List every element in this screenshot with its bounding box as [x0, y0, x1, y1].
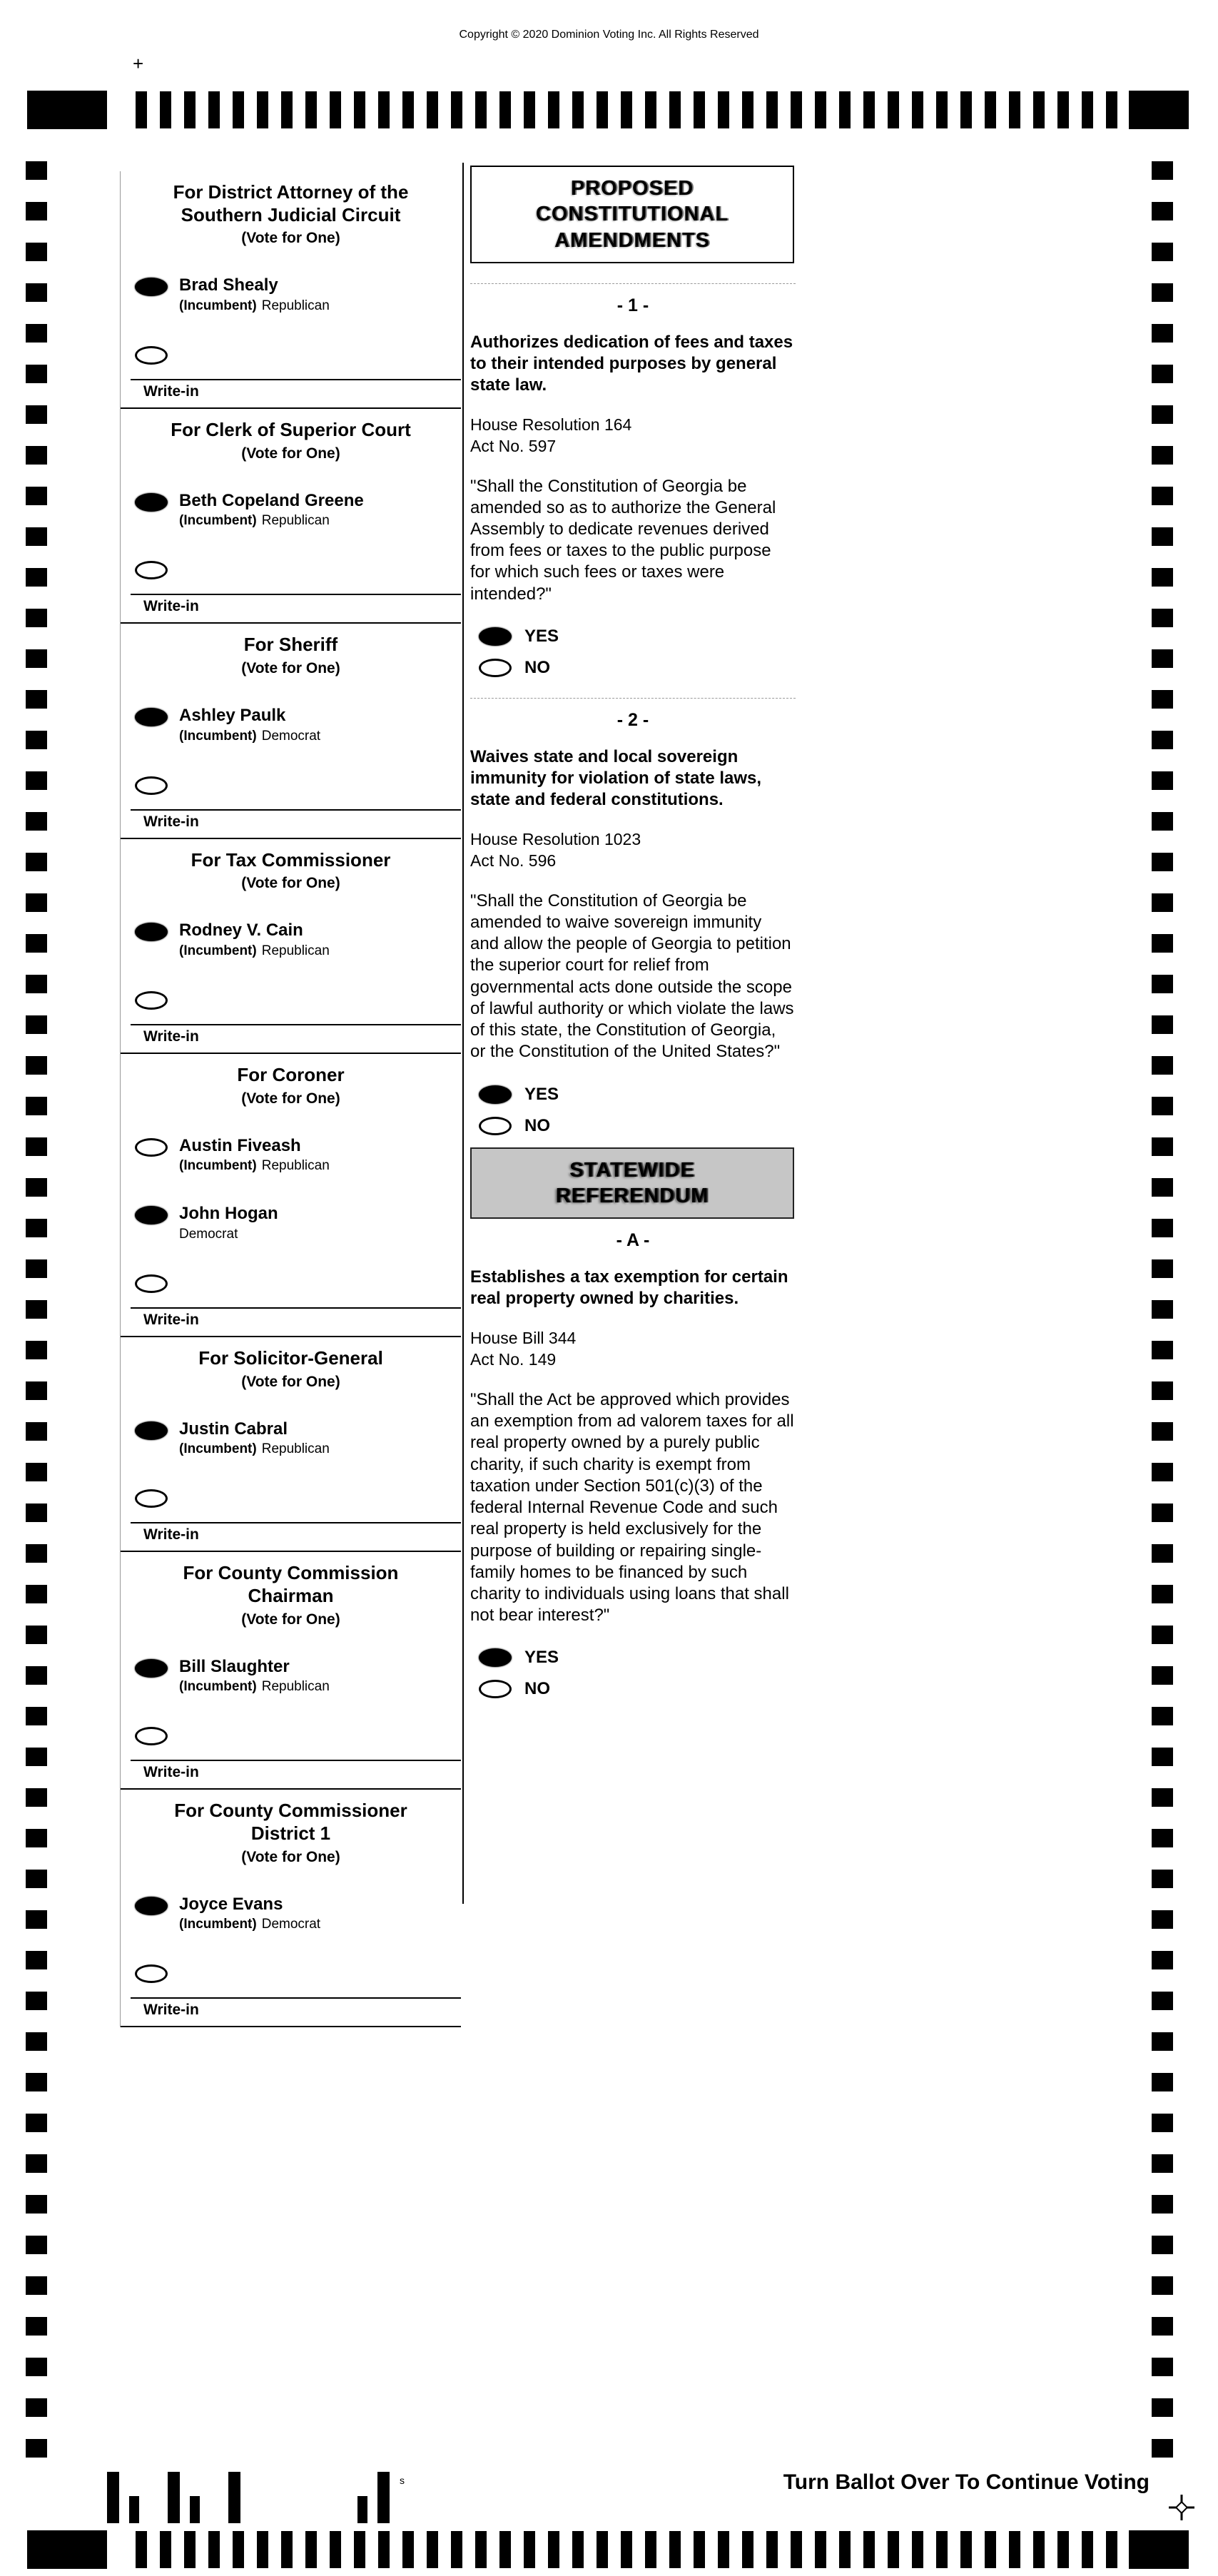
candidate-name: Joyce Evans [179, 1894, 283, 1914]
candidate-party: (Incumbent) Republican [179, 1679, 330, 1695]
no-label: NO [524, 657, 550, 677]
registration-plus-mark: + [133, 53, 144, 74]
candidate-name: Ashley Paulk [179, 706, 286, 726]
measure-choices [479, 1648, 796, 1699]
write-in-line[interactable] [131, 1522, 461, 1523]
candidate-row [135, 1657, 461, 1695]
measure-summary: Authorizes dedication of fees and taxes to their intended purposes by general state law. [470, 332, 793, 395]
write-in-label: Write-in [143, 813, 199, 830]
ballot-oval-filled[interactable] [135, 708, 168, 726]
candidate-party: (Incumbent) Democrat [179, 1917, 321, 1932]
measure-amendment-1 [470, 283, 796, 678]
write-in-oval-row [135, 989, 461, 1010]
vote-for-instruction: (Vote for One) [241, 445, 340, 462]
candidate-party: (Incumbent) Republican [179, 513, 330, 529]
candidate-name: Beth Copeland Greene [179, 490, 364, 510]
timing-square-top-left [27, 91, 107, 129]
ballot-oval-empty[interactable] [135, 1274, 168, 1293]
contest-coroner [121, 1054, 461, 1337]
contest-title: For Tax Commissioner [191, 848, 391, 871]
write-in-label: Write-in [143, 2002, 199, 2019]
timing-square-top-right [1129, 91, 1189, 129]
candidate-party: (Incumbent) Republican [179, 1441, 330, 1457]
ballot-oval-filled[interactable] [479, 1648, 512, 1667]
contest-header [121, 1337, 461, 1391]
write-in-line[interactable] [131, 1024, 461, 1025]
vote-for-instruction: (Vote for One) [241, 660, 340, 677]
candidate-name: Rodney V. Cain [179, 921, 303, 940]
contest-district-attorney [121, 171, 461, 409]
vote-for-instruction: (Vote for One) [241, 1611, 340, 1628]
timing-marks-bottom [136, 2531, 1120, 2568]
ballot-barcode [107, 2470, 405, 2523]
contest-commission-chairman [121, 1552, 461, 1790]
ballot-oval-filled[interactable] [479, 627, 512, 646]
contest-header [121, 624, 461, 677]
write-in-label: Write-in [143, 598, 199, 615]
ballot-oval-filled[interactable] [479, 1085, 512, 1104]
write-in-line[interactable] [131, 809, 461, 811]
measure-source: House Resolution 1023 Act No. 596 [470, 829, 641, 870]
candidate-row [135, 491, 461, 529]
ballot-oval-filled[interactable] [135, 278, 168, 296]
no-choice [479, 1116, 796, 1136]
write-in-line[interactable] [131, 1997, 461, 1999]
write-in-oval-row [135, 1962, 461, 1983]
candidate-name: Justin Cabral [179, 1419, 288, 1439]
yes-label: YES [524, 1648, 559, 1668]
candidate-row [135, 1895, 461, 1933]
yes-choice [479, 1648, 796, 1668]
measure-choices [479, 1085, 796, 1136]
ballot-oval-filled[interactable] [135, 1206, 168, 1224]
registration-crosshair-icon [1166, 2492, 1197, 2527]
timing-marks-left [26, 161, 47, 2466]
measure-question: "Shall the Constitution of Georgia be amended to waive sovereign immunity and allow the people of Georgia to petition the superior court for relief from governmental acts done outside the scope of lawful authority or which violate the laws of this state, the Constitution of Georgia, or the Constitution of the United States?" [470, 891, 794, 1062]
write-in-label: Write-in [143, 1311, 199, 1328]
ballot-oval-filled[interactable] [135, 1421, 168, 1440]
contest-sheriff [121, 624, 461, 838]
candidate-row [135, 1204, 461, 1242]
contest-title: For Sheriff [243, 634, 338, 656]
write-in-line[interactable] [131, 379, 461, 380]
candidate-party: (Incumbent) Republican [179, 1158, 330, 1174]
timing-square-bottom-right [1129, 2530, 1189, 2569]
ballot-oval-empty[interactable] [479, 1680, 512, 1698]
yes-choice [479, 1085, 796, 1105]
contest-title: For County Commission Chairman [183, 1562, 399, 1606]
contest-clerk-superior-court [121, 409, 461, 624]
ballot-oval-empty[interactable] [135, 1964, 168, 1983]
write-in-label: Write-in [143, 1526, 199, 1543]
ballot-oval-filled[interactable] [135, 923, 168, 941]
no-choice [479, 658, 796, 678]
contest-header [121, 1790, 461, 1865]
timing-marks-right [1152, 161, 1173, 2466]
measure-amendment-2 [470, 698, 796, 1136]
measure-choices [479, 627, 796, 678]
ballot-oval-empty[interactable] [135, 561, 168, 579]
measure-number: - 1 - [616, 295, 649, 315]
contest-title: For County Commissioner District 1 [174, 1800, 407, 1844]
contest-separator [121, 2026, 461, 2027]
candidate-party: Democrat [179, 1226, 238, 1242]
measure-source: House Resolution 164 Act No. 597 [470, 415, 632, 455]
write-in-oval-row [135, 1272, 461, 1293]
contest-title: For Coroner [237, 1063, 345, 1085]
write-in-oval-row [135, 774, 461, 795]
measure-summary: Waives state and local sovereign immunity for violation of state laws, state and federal constitutions. [470, 746, 762, 809]
contest-title: For District Attorney of the Southern Judicial Circuit [173, 181, 409, 225]
contest-tax-commissioner [121, 839, 461, 1054]
no-label: NO [524, 1115, 550, 1135]
contest-solicitor-general [121, 1337, 461, 1552]
write-in-line[interactable] [131, 1760, 461, 1761]
contest-title: For Clerk of Superior Court [171, 419, 411, 441]
proposed-amendments-header: PROPOSED CONSTITUTIONAL AMENDMENTS [470, 166, 794, 263]
turn-ballot-over-text: Turn Ballot Over To Continue Voting [783, 2470, 1150, 2494]
contest-header [121, 171, 461, 247]
candidate-name: Brad Shealy [179, 275, 278, 295]
print-artifact-mark: s [400, 2475, 405, 2486]
candidate-name: Bill Slaughter [179, 1656, 290, 1676]
write-in-oval-row [135, 344, 461, 365]
vote-for-instruction: (Vote for One) [241, 875, 340, 892]
vote-for-instruction: (Vote for One) [241, 1848, 340, 1865]
contest-header [121, 839, 461, 893]
measure-number: - 2 - [616, 709, 649, 730]
ballot-oval-empty[interactable] [135, 1727, 168, 1745]
write-in-oval-row [135, 1487, 461, 1508]
candidate-row [135, 1419, 461, 1458]
ballot-oval-empty[interactable] [479, 1117, 512, 1135]
measure-number: - A - [616, 1230, 650, 1251]
contest-commissioner-district-1 [121, 1790, 461, 2027]
ballot-oval-empty[interactable] [135, 776, 168, 795]
write-in-label: Write-in [143, 1028, 199, 1045]
ballot-oval-empty[interactable] [479, 659, 512, 677]
ballot-oval-empty[interactable] [135, 991, 168, 1010]
yes-label: YES [524, 1084, 559, 1104]
timing-marks-top [136, 91, 1120, 128]
measure-source: House Bill 344 Act No. 149 [470, 1329, 577, 1369]
write-in-line[interactable] [131, 1307, 461, 1309]
copyright-text: Copyright © 2020 Dominion Voting Inc. All Rights Reserved [459, 29, 759, 41]
write-in-label: Write-in [143, 1764, 199, 1781]
vote-for-instruction: (Vote for One) [241, 1373, 340, 1390]
contest-header [121, 1054, 461, 1107]
ballot-oval-filled[interactable] [135, 493, 168, 512]
contest-column [120, 171, 461, 2027]
timing-square-bottom-left [27, 2530, 107, 2569]
candidate-row [135, 706, 461, 744]
measure-referendum-a [470, 1230, 796, 1699]
candidate-row [135, 275, 461, 314]
no-choice [479, 1679, 796, 1699]
ballot-oval-filled[interactable] [135, 1659, 168, 1678]
contest-title: For Solicitor-General [198, 1347, 383, 1369]
measure-summary: Establishes a tax exemption for certain real property owned by charities. [470, 1267, 788, 1309]
candidate-party: (Incumbent) Republican [179, 298, 330, 314]
measure-question: "Shall the Act be approved which provides an exemption from ad valorem taxes for all real property owned by a purely public charity, if such charity is exempt from taxation under Section 501(c)(3) of the federal Internal Revenue Code and such real property is held exclusively for the purpose of building or repairing single-family homes to be financed by such charity to individuals using loans that shall not bear interest?" [470, 1389, 794, 1626]
write-in-oval-row [135, 1725, 461, 1745]
measure-question: "Shall the Constitution of Georgia be amended so as to authorize the General Assembly to dedicate revenues derived from fees or taxes to the public purpose for which such fees or taxes were intended?" [470, 476, 776, 604]
yes-choice [479, 627, 796, 646]
ballot-oval-empty[interactable] [135, 1138, 168, 1157]
ballot-oval-empty[interactable] [135, 346, 168, 365]
write-in-oval-row [135, 559, 461, 579]
ballot-oval-filled[interactable] [135, 1897, 168, 1915]
contest-header [121, 1552, 461, 1628]
vote-for-instruction: (Vote for One) [241, 230, 340, 247]
yes-label: YES [524, 626, 559, 646]
candidate-party: (Incumbent) Republican [179, 943, 330, 958]
statewide-referendum-header: STATEWIDE REFERENDUM [470, 1147, 794, 1219]
ballot-oval-empty[interactable] [135, 1489, 168, 1508]
vote-for-instruction: (Vote for One) [241, 1090, 340, 1107]
no-label: NO [524, 1679, 550, 1699]
candidate-row [135, 1136, 461, 1175]
candidate-row [135, 921, 461, 959]
contest-header [121, 409, 461, 462]
measures-column [462, 163, 796, 1904]
candidate-name: John Hogan [179, 1204, 278, 1224]
candidate-party: (Incumbent) Democrat [179, 728, 321, 744]
candidate-name: Austin Fiveash [179, 1135, 301, 1155]
write-in-label: Write-in [143, 383, 199, 400]
write-in-line[interactable] [131, 594, 461, 595]
